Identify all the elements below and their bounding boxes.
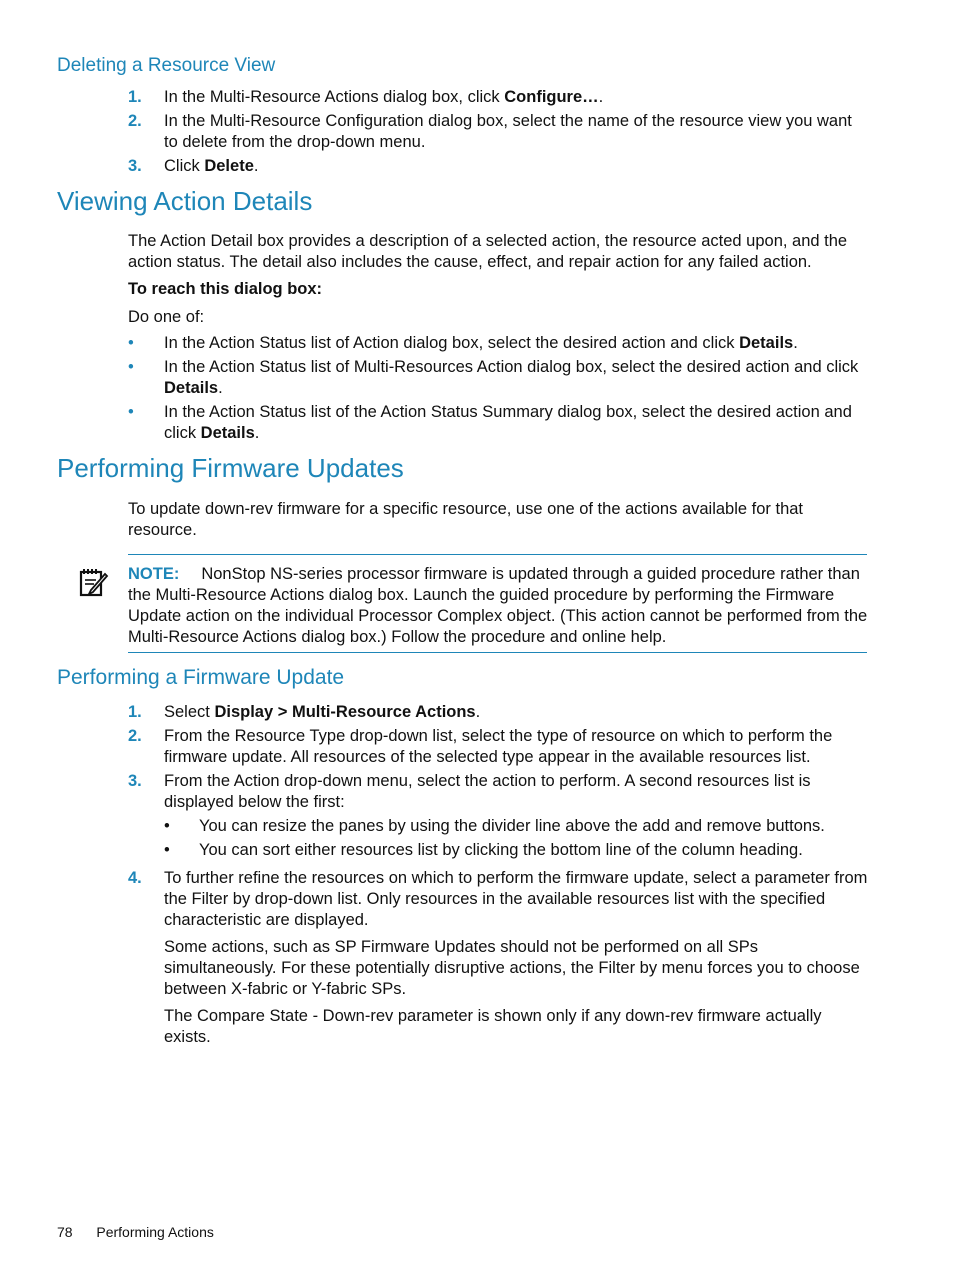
sub-bullet-text: You can resize the panes by using the divider line above the add and remove buttons. (199, 817, 825, 835)
step-text-end: . (475, 703, 481, 721)
ui-term: Configure… (504, 88, 599, 106)
step-text-end: . (598, 88, 604, 106)
bullet-text-end: . (254, 424, 260, 442)
bullet: • (128, 358, 134, 376)
step-number: 3. (128, 772, 142, 790)
list-item (128, 771, 870, 813)
step-text-end: . (253, 157, 259, 175)
bullet: • (128, 403, 134, 421)
sub-list-item (164, 816, 870, 837)
step-number: 1. (128, 703, 142, 721)
note-label: NOTE: (128, 565, 180, 583)
paragraph-do-one-of: Do one of: (128, 308, 205, 326)
note-text: NonStop NS-series processor firmware is updated through a guided procedure rather than the Multi-Resource Actions dialog box. Launch the guided procedure by performing the Firmware Update action on the individual Processor Complex object. (This action cannot be performed from the Multi-Resource Actions dialog box.) Follow the procedure and online help. (128, 565, 868, 646)
paragraph-step4-compare-state: The Compare State - Down-rev parameter is shown only if any down-rev firmware actually exists. (164, 1007, 822, 1046)
paragraph-intro: The Action Detail box provides a description of a selected action, the resource acted upon, and the action status. The detail also includes the cause, effect, and repair action for any failed action. (128, 232, 848, 271)
ui-term: Details (164, 379, 219, 397)
list-item (128, 702, 870, 723)
ui-term: Details (739, 334, 794, 352)
bullet-text-end: . (793, 334, 798, 352)
label-reach-dialog: To reach this dialog box: (128, 280, 323, 298)
note-pad-icon (78, 566, 110, 598)
heading-deleting-resource-view: Deleting a Resource View (57, 55, 276, 76)
bullet: • (164, 817, 170, 835)
list-item (128, 868, 870, 931)
ui-term: Details (200, 424, 255, 442)
bullet: • (128, 334, 134, 352)
bullet-text: In the Action Status list of Multi-Resources Action dialog box, select the desired action and click (164, 358, 859, 376)
list-item (128, 333, 870, 354)
note-bottom-rule (128, 652, 867, 653)
bullet-text: In the Action Status list of Action dialog box, select the desired action and click (164, 334, 740, 352)
note-block (128, 564, 870, 648)
step-text: From the Action drop-down menu, select the action to perform. A second resources list is displayed below the first: (164, 772, 811, 811)
step-number: 1. (128, 88, 142, 106)
step-text: To further refine the resources on which to perform the firmware update, select a parameter from the Filter by drop-down list. Only resources in the available resources list with the specified characteristic are displayed. (164, 869, 868, 929)
footer-section-title: Performing Actions (96, 1224, 214, 1240)
step-text: Click (164, 157, 205, 175)
list-item (128, 111, 870, 153)
list-item (128, 87, 870, 108)
list-item (128, 357, 870, 399)
bullet-text: In the Action Status list of the Action Status Summary dialog box, select the desired action and click (164, 403, 852, 442)
list-item (128, 156, 870, 177)
sub-bullet-text: You can sort either resources list by clicking the bottom line of the column heading. (199, 841, 803, 859)
step-number: 2. (128, 727, 142, 745)
list-item (128, 402, 870, 444)
page-footer (57, 1222, 214, 1243)
heading-performing-firmware-updates: Performing Firmware Updates (57, 453, 404, 483)
paragraph-intro: To update down-rev firmware for a specific resource, use one of the actions available for that resource. (128, 500, 804, 539)
bullet: • (164, 841, 170, 859)
note-top-rule (128, 554, 867, 555)
page-number: 78 (57, 1224, 73, 1240)
heading-performing-a-firmware-update: Performing a Firmware Update (57, 666, 345, 689)
step-text: In the Multi-Resource Configuration dialog box, select the name of the resource view you want to delete from the drop-down menu. (164, 112, 852, 151)
ui-term: Display > Multi-Resource Actions (214, 703, 476, 721)
sub-list-item (164, 840, 870, 861)
heading-viewing-action-details: Viewing Action Details (57, 186, 313, 216)
list-item (128, 726, 870, 768)
step-text: Select (164, 703, 215, 721)
ui-term: Delete (204, 157, 254, 175)
paragraph-step4-detail: Some actions, such as SP Firmware Updates should not be performed on all SPs simultaneously. For these potentially disruptive actions, the Filter by menu forces you to choose between X-fabric or Y-fabric SPs. (164, 938, 860, 998)
step-number: 2. (128, 112, 142, 130)
step-text: From the Resource Type drop-down list, select the type of resource on which to perform the firmware update. All resources of the selected type appear in the available resources list. (164, 727, 833, 766)
bullet-text-end: . (218, 379, 223, 397)
step-text: In the Multi-Resource Actions dialog box, click (164, 88, 505, 106)
step-number: 4. (128, 869, 142, 887)
step-number: 3. (128, 157, 142, 175)
